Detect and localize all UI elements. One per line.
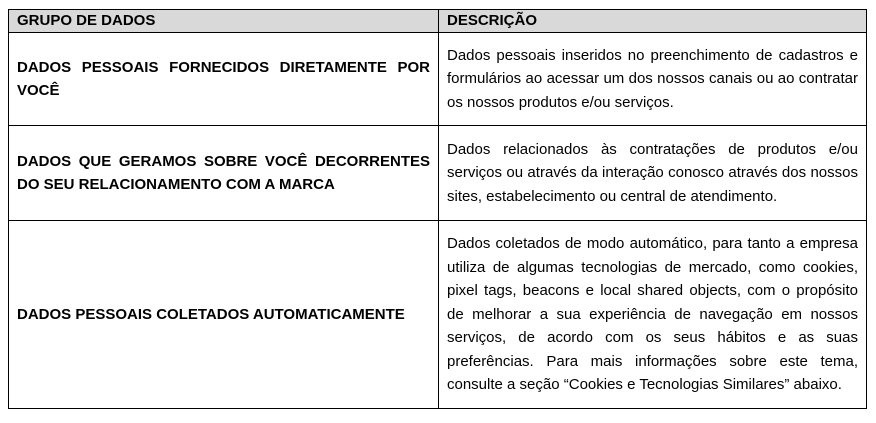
column-header-description: DESCRIÇÃO xyxy=(439,10,867,33)
column-header-group: GRUPO DE DADOS xyxy=(9,10,439,33)
description-cell: Dados relacionados às contratações de produtos e/ou serviços ou através da interação conosco através dos nossos sites, estabelecimento ou central de atendimento. xyxy=(439,126,867,221)
data-group-cell: DADOS PESSOAIS FORNECIDOS DIRETAMENTE POR VOCÊ xyxy=(9,33,439,126)
description-cell: Dados pessoais inseridos no preenchimento de cadastros e formulários ao acessar um dos nossos canais ou ao contratar os nossos produtos e/ou serviços. xyxy=(439,33,867,126)
table-row xyxy=(9,221,867,409)
data-groups-table xyxy=(8,9,867,409)
table-row xyxy=(9,33,867,126)
table-header xyxy=(9,10,867,33)
table-row xyxy=(9,126,867,221)
description-cell: Dados coletados de modo automático, para tanto a empresa utiliza de algumas tecnologias de mercado, como cookies, pixel tags, beacons e local shared objects, com o propósito de melhorar a sua experiência de navegação em nossos serviços, de acordo com os seus hábitos e as suas preferências. Para mais informações sobre este tema, consulte a seção “Cookies e Tecnologias Similares” abaixo. xyxy=(439,221,867,409)
table-body xyxy=(9,33,867,409)
data-group-cell: DADOS PESSOAIS COLETADOS AUTOMATICAMENTE xyxy=(9,221,439,409)
data-group-cell: DADOS QUE GERAMOS SOBRE VOCÊ DECORRENTES DO SEU RELACIONAMENTO COM A MARCA xyxy=(9,126,439,221)
table-header-row xyxy=(9,10,867,33)
